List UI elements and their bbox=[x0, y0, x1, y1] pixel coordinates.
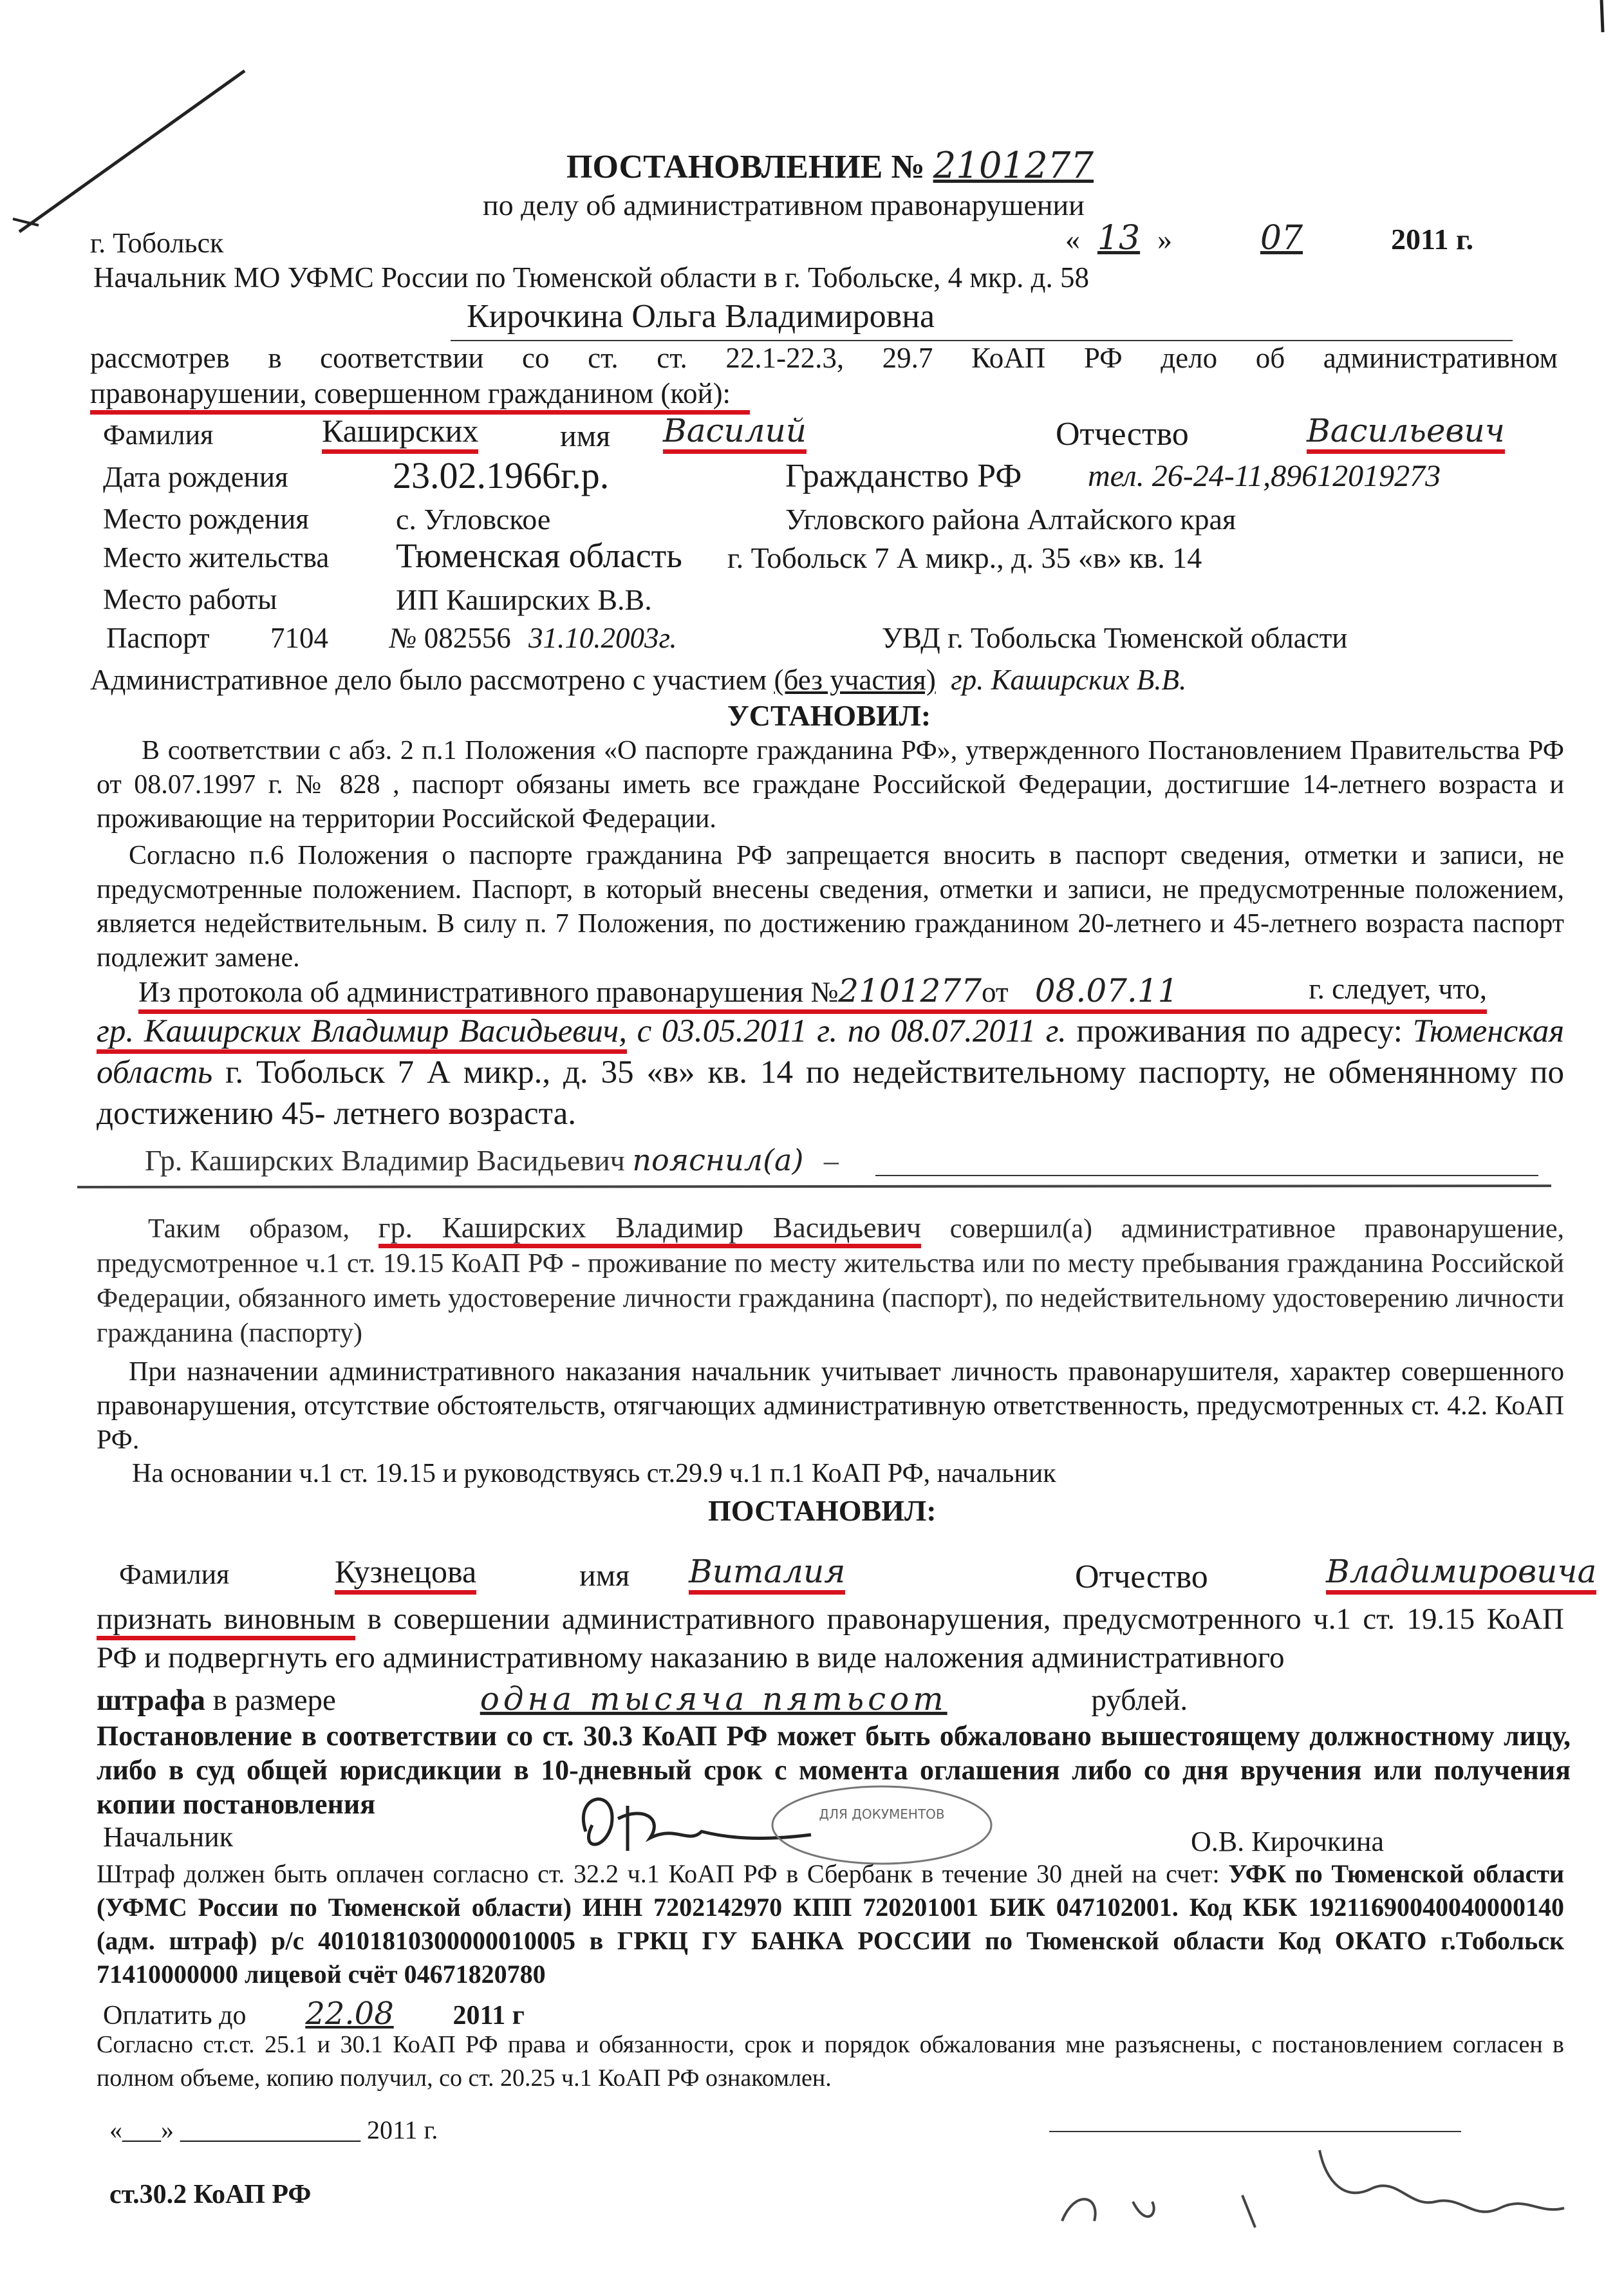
passport-series: 7104 bbox=[270, 622, 328, 654]
city: г. Тобольск bbox=[90, 227, 224, 259]
surname-value: Каширских bbox=[322, 412, 478, 454]
pob-village: с. Угловское bbox=[396, 503, 551, 536]
name-label: имя bbox=[560, 419, 611, 453]
payment-paragraph bbox=[97, 1857, 1564, 1991]
fine-line bbox=[97, 1680, 1188, 1718]
explained-verb: пояснил(а) bbox=[632, 1143, 804, 1177]
title-number: 2101277 bbox=[933, 145, 1094, 187]
date-open-quote: « bbox=[1065, 223, 1080, 256]
patronymic-value: Васильевич bbox=[1307, 412, 1505, 454]
convict-surname: Кузнецова bbox=[335, 1553, 476, 1595]
thus-person: гр. Каширских Владимир Васидьевич bbox=[378, 1211, 921, 1248]
guilty-paragraph bbox=[97, 1600, 1564, 1677]
fine-text: в размере bbox=[212, 1683, 336, 1717]
passport-number-value: 082556 bbox=[424, 622, 511, 654]
document-title bbox=[566, 145, 1094, 187]
residence-label: Место жительства bbox=[103, 541, 330, 574]
official-name: Кирочкина Ольга Владимировна bbox=[467, 298, 935, 335]
paragraph-passport-rule: В соответствии с абз. 2 п.1 Положения «О паспорте гражданина РФ», утвержденного Постановлением Правительства РФ от 08.07.1997 г. № 828 , паспорт обязаны иметь все граждане Российской Федерации, достигшие 14-летнего возраста и проживающие на территории Российской Федерации. bbox=[97, 736, 1564, 834]
document-date bbox=[1065, 219, 1473, 258]
explained-dash: – bbox=[823, 1144, 839, 1177]
protocol-from: от bbox=[981, 976, 1009, 1008]
paragraph-passport-invalid: Согласно п.6 Положения о паспорте гражданина РФ запрещается вносить в паспорт сведения, отметки и записи, не предусмотренные положением. Паспорт, в который внесены сведения, отметки и записи, не предусмотренные положением, является недействительным. В силу п. 7 Положения, по достижению гражданином 20-летнего и 45-летнего возраста паспорт подлежит замене. bbox=[97, 841, 1564, 973]
date-close-quote: » bbox=[1157, 223, 1172, 256]
convict-patronymic-label: Отчество bbox=[1075, 1559, 1208, 1595]
guilty-text: в совершении административного правонарушения, предусмотренного ч.1 ст. 19.15 КоАП РФ и подвергнуть его административному наказанию в виде наложения административного bbox=[97, 1602, 1564, 1674]
passport-date: 31.10.2003г. bbox=[528, 622, 677, 654]
title-prefix: ПОСТАНОВЛЕНИЕ № bbox=[566, 149, 925, 185]
convict-name-label: имя bbox=[579, 1559, 630, 1593]
finding-region: Тюменская область bbox=[97, 1013, 1565, 1091]
fine-word: штрафа bbox=[97, 1683, 205, 1717]
protocol-date: 08.07.11 bbox=[1034, 972, 1179, 1009]
pay-by-line bbox=[103, 1996, 525, 2032]
passport-number bbox=[389, 621, 677, 655]
fine-currency: рублей. bbox=[1091, 1683, 1188, 1717]
document-subtitle: по делу об административном правонарушении bbox=[483, 189, 1085, 221]
recipient-signature bbox=[1049, 2124, 1603, 2240]
payment-requisites: УФК по Тюменской области (УФМС России по Тюменской области) ИНН 7202142970 КПП 720201001 БИК 047102001. Код КБК 19211690040040000140 (адм. штраф) р/с 40101810300000010005 в ГРКЦ ГУ БАНКА РОССИИ по Тюменской области Код ОКАТО г.Тобольск 71410000000 лицевой счёт 04671820780 bbox=[97, 1859, 1565, 1989]
passport-issuer: УВД г. Тобольска Тюменской области bbox=[882, 622, 1348, 654]
phone: тел. 26-24-11,89612019273 bbox=[1088, 459, 1441, 493]
finding-text2: г. Тобольск 7 А микр., д. 35 «в» кв. 14 по недействительному паспорту, не обменянному по достижению 45- летнего возраста. bbox=[97, 1054, 1564, 1132]
residence-address: г. Тобольск 7 А микр., д. 35 «в» кв. 14 bbox=[727, 541, 1202, 574]
finding-paragraph bbox=[97, 1011, 1564, 1134]
dob-label: Дата рождения bbox=[103, 461, 288, 493]
convict-name: Виталия bbox=[689, 1553, 845, 1595]
guilty-phrase: признать виновным bbox=[97, 1602, 355, 1640]
date-day: 13 bbox=[1097, 219, 1141, 258]
considered-line-2: правонарушении, совершенном гражданином (кой): bbox=[90, 377, 750, 415]
name-value: Василий bbox=[663, 412, 807, 454]
thus-paragraph bbox=[97, 1210, 1564, 1351]
participation-person: гр. Каширских В.В. bbox=[951, 664, 1187, 696]
scan-fold-line bbox=[0, 1178, 1624, 1197]
date-month: 07 bbox=[1260, 219, 1303, 258]
explained-person: Гр. Каширских Владимир Васидьевич bbox=[145, 1144, 625, 1177]
pay-by-label: Оплатить до bbox=[103, 2001, 247, 2030]
established-heading: УСТАНОВИЛ: bbox=[727, 699, 931, 732]
finding-text1: проживания по адресу: bbox=[1076, 1013, 1403, 1049]
protocol-line bbox=[138, 972, 1487, 1014]
signature-name: О.В. Кирочкина bbox=[1191, 1826, 1385, 1857]
scan-mark-top-right bbox=[1590, 0, 1622, 39]
considered-line: рассмотрев в соответствии со ст. ст. 22.1-22.3, 29.7 КоАП РФ дело об административном bbox=[90, 342, 1558, 374]
appeal-paragraph: Постановление в соответствии со ст. 30.3 КоАП РФ может быть обжаловано вышестоящему должностному лицу, либо в суд общей юрисдикции в 10-дневный срок с момента оглашения либо со дня вручения или получения копии постановления bbox=[97, 1720, 1571, 1820]
rights-paragraph: Согласно ст.ст. 25.1 и 30.1 КоАП РФ права и обязанности, срок и порядок обжалования мне разъяснены, с постановлением согласен в полном объеме, копию получил, со ст. 20.25 ч.1 КоАП РФ ознакомлен. bbox=[97, 2031, 1564, 2092]
finding-period: с 03.05.2011 г. по 08.07.2011 г. bbox=[637, 1013, 1067, 1049]
pay-by-year: 2011 г bbox=[453, 2001, 525, 2030]
thus-rest: совершил(а) административное правонарушение, предусмотренное ч.1 ст. 19.15 КоАП РФ - проживание по месту жительства или по месту пребывания гражданина Российской Федерации, обязанного иметь удостоверение личности гражданина (паспорт), по недействительному удостоверению личности гражданина (паспорту) bbox=[97, 1214, 1564, 1348]
stamp-text: ДЛЯ ДОКУМЕНТОВ bbox=[819, 1806, 945, 1822]
passport-label: Паспорт bbox=[106, 622, 210, 654]
pob-label: Место рождения bbox=[103, 503, 310, 535]
explained-line bbox=[145, 1143, 839, 1177]
patronymic-label: Отчество bbox=[1056, 416, 1189, 453]
pay-by-date: 22.08 bbox=[305, 1996, 394, 2032]
date-year: 2011 г. bbox=[1391, 223, 1474, 256]
footer-date-line: «___» ______________ 2011 г. bbox=[109, 2115, 438, 2144]
official-line: Начальник МО УФМС России по Тюменской области в г. Тобольске, 4 мкр. д. 58 bbox=[93, 261, 1090, 294]
fine-amount: одна тысяча пятьсот bbox=[480, 1680, 947, 1718]
residence-region: Тюменская область bbox=[396, 536, 682, 575]
basis-line: На основании ч.1 ст. 19.15 и руководствуясь ст.29.9 ч.1 п.1 КоАП РФ, начальник bbox=[132, 1459, 1056, 1488]
signature-role: Начальник bbox=[103, 1821, 234, 1853]
citizenship: Гражданство РФ bbox=[785, 458, 1022, 494]
explained-underline bbox=[875, 1175, 1538, 1176]
paragraph-penalty-considerations: При назначении административного наказания начальник учитывает личность правонарушителя, характер совершенного правонарушения, отсутствие обстоятельств, отягчающих административную ответственность, предусмотренных ст. 4.2. КоАП РФ. bbox=[97, 1357, 1564, 1455]
payment-text: Штраф должен быть оплачен согласно ст. 32.2 ч.1 КоАП РФ в Сбербанк в течение 30 дней на счет: bbox=[97, 1859, 1220, 1888]
resolved-heading: ПОСТАНОВИЛ: bbox=[708, 1494, 937, 1527]
convict-surname-label: Фамилия bbox=[119, 1559, 230, 1590]
thus-prefix: Таким образом, bbox=[148, 1214, 350, 1244]
dob-value: 23.02.1966г.р. bbox=[393, 454, 610, 496]
pob-district: Угловского района Алтайского края bbox=[785, 503, 1237, 536]
work-label: Место работы bbox=[103, 583, 277, 615]
surname-label: Фамилия bbox=[103, 419, 214, 451]
participation-prefix: Административное дело было рассмотрено с участием bbox=[90, 664, 767, 696]
convict-patronymic: Владимировича bbox=[1326, 1553, 1596, 1595]
footer-article: ст.30.2 КоАП РФ bbox=[109, 2180, 312, 2209]
protocol-number: 2101277 bbox=[838, 972, 982, 1009]
participation-line bbox=[90, 663, 1186, 697]
finding-person: гр. Каширских Владимир Васидьевич, bbox=[97, 1013, 627, 1054]
protocol-suffix: г. следует, что, bbox=[1309, 973, 1487, 1005]
protocol-prefix: Из протокола об административного правонарушения № bbox=[138, 976, 839, 1008]
work-value: ИП Каширских В.В. bbox=[396, 583, 652, 616]
participation-value: (без участия) bbox=[774, 664, 936, 696]
passport-number-sign: № bbox=[389, 622, 417, 654]
